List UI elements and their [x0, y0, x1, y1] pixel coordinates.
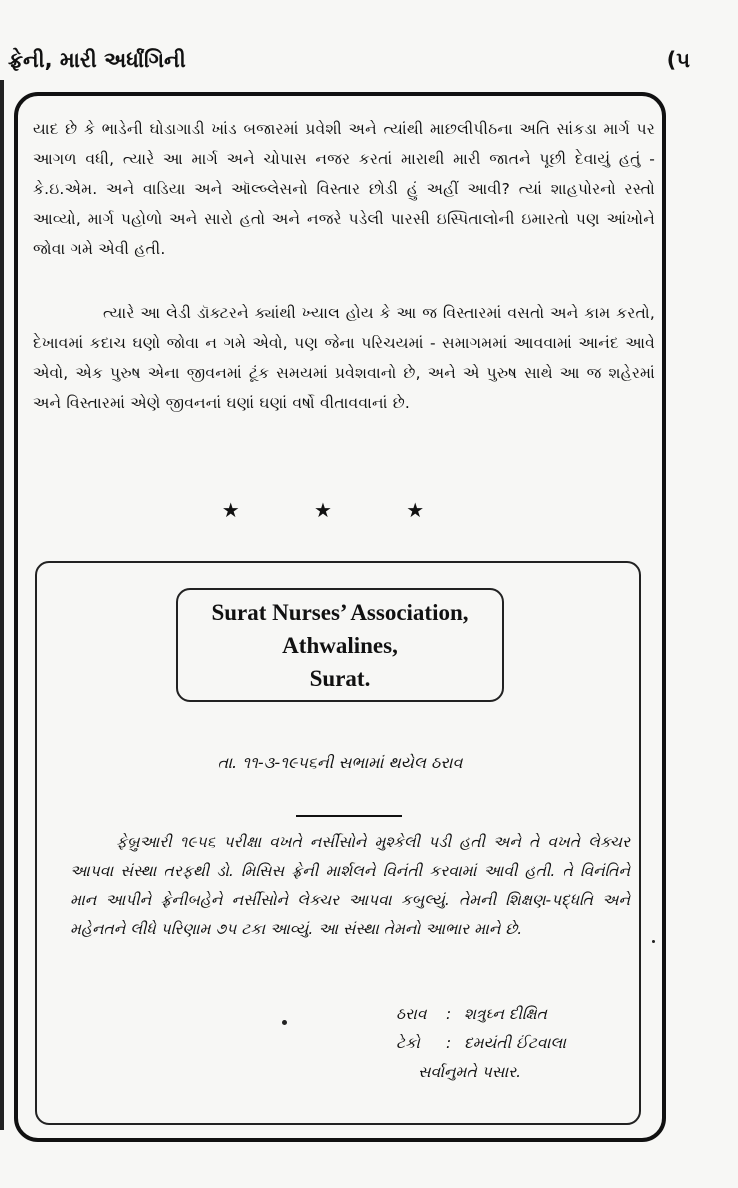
ink-speck [652, 940, 655, 943]
signature-block [396, 1000, 656, 1087]
address-line-3: Surat. [309, 666, 371, 691]
colon-separator: : [446, 1005, 452, 1023]
page-edge-mark [0, 80, 4, 1130]
resolution-title: તા. ૧૧-૩-૧૯૫૬ની સભામાં થયેલ ઠરાવ [217, 753, 463, 772]
section-separator-stars: ★ ★ ★ [221, 498, 459, 522]
seconder-name: દમયંતી ઈંટવાલા [464, 1034, 566, 1052]
paragraph-2: ત્યારે આ લેડી ડૉક્ટરને ક્યાંથી ખ્યાલ હોય કે આ જ વિસ્તારમાં વસતો અને કામ કરતો, દેખાવમાં કદાચ ઘણો જોવા ન ગમે એવો, પણ જેના પરિચયમાં - સમાગમમાં આવવામાં આનંદ આવે એવો, એક પુરુષ એના જીવનમાં ટૂંક સમયમાં પ્રવેશવાનો છે, અને એ પુરુષ સાથે આ જ શહેરમાં અને વિસ્તારમાં એણે જીવનનાં ઘણાં ઘણાં વર્ષો વીતાવવાનાં છે. [33, 304, 655, 412]
seconder-label: ટેકો [396, 1034, 420, 1052]
resolution-text: ફેબ્રુઆરી ૧૯૫૬ પરીક્ષા વખતે નર્સીસોને મુશ્કેલી પડી હતી અને તે વખતે લેક્ચર આપવા સંસ્થા તરફથી ડો. મિસિસ ફ્રેની માર્શલને વિનંતી કરવામાં આવી હતી. તે વિનંતિને માન આપીને ફ્રેનીબહેને નર્સીસોને લેક્ચર આપવા કબુલ્યું. તેમની શિક્ષણ-પદ્ધતિ અને મહેનતને લીધે પરિણામ ૭૫ ટકા આવ્યું. આ સંસ્થા તેમનો આભાર માને છે. [70, 833, 630, 938]
paragraph-1: યાદ છે કે ભાડેની ઘોડાગાડી ખાંડ બજારમાં પ્રવેશી અને ત્યાંથી માછલીપીઠના અતિ સાંકડા માર્ગ પર આગળ વધી, ત્યારે આ માર્ગ અને ચોપાસ નજર કરતાં મારાથી મારી જાતને પૂછી દેવાયું હતું - કે.ઇ.એમ. અને વાડિયા અને ઑલ્બ્લેસનો વિસ્તાર છોડી હું અહીં આવી? ત્યાં શાહપોરનો રસ્તો આવ્યો, માર્ગ પહોળો અને સારો હતો અને નજરે પડેલી પારસી ઇસ્પિતાલોની ઇમારતો પણ આંખોને જોવા ગમે એવી હતી. [33, 120, 655, 258]
main-text [33, 114, 655, 418]
proposer-name: શત્રુઘ્ન દીક્ષિત [464, 1005, 547, 1023]
running-title: ફ્રેની, મારી અર્ધાંગિની [8, 48, 186, 72]
ink-speck [282, 1020, 287, 1025]
page-number: (૫ [666, 48, 690, 72]
proposer-row [396, 1000, 656, 1029]
resolution-result: સર્વાનુમતે પસાર. [418, 1063, 522, 1081]
colon-separator: : [446, 1034, 452, 1052]
proposer-label: ઠરાવ [396, 1005, 427, 1023]
address-line-1: Surat Nurses’ Association, [211, 600, 469, 625]
title-underline-rule [296, 815, 402, 817]
address-line-2: Athwalines, [282, 633, 398, 658]
seconder-row [396, 1029, 656, 1058]
page-header [0, 44, 738, 84]
association-address-box [176, 588, 504, 702]
